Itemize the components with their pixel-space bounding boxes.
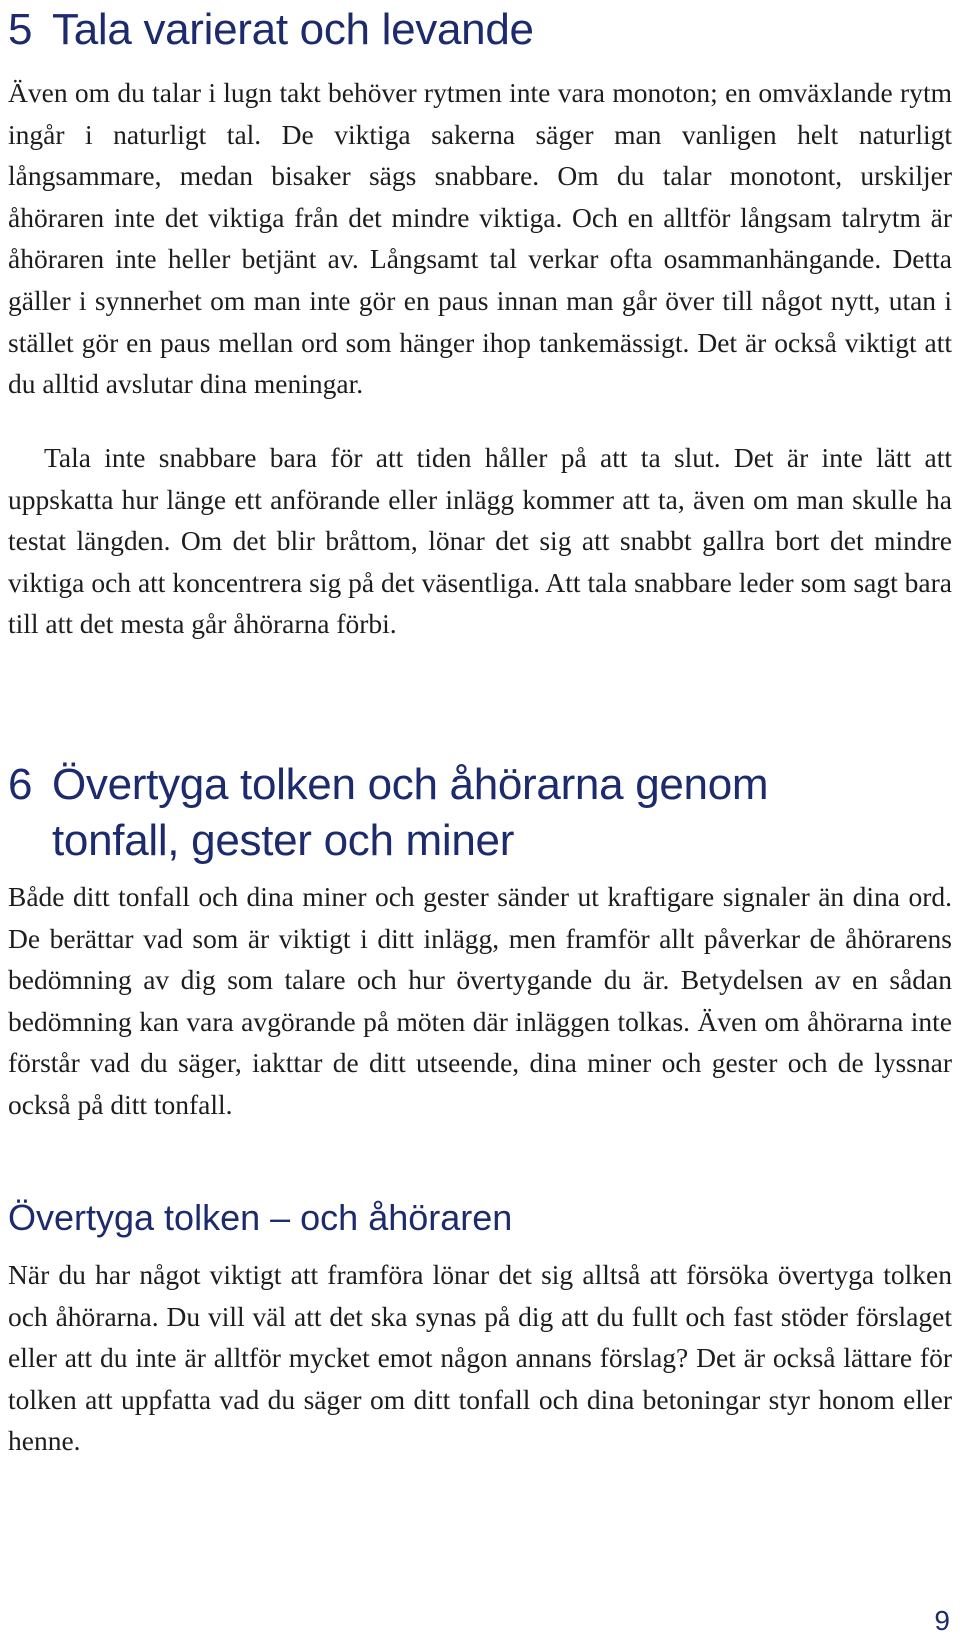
section-6-paragraph: Både ditt tonfall och dina miner och gester sänder ut kraftigare signaler än dina ord. De berättar vad som är viktigt i ditt inlägg, men framför allt påverkar de åhörarens bedömning av dig som talare och hur övertygande du är. Betydelsen av en sådan bedömning kan vara avgörande på möten där inläggen tolkas. Även om åhörarna inte förstår vad du säger, iakttar de ditt utseende, dina miner och gester och de lyssnar också på ditt tonfall. <box>8 881 952 1120</box>
section-5-heading <box>8 2 534 58</box>
section-6-title-line-1: Övertyga tolken och åhörarna genom <box>52 760 769 809</box>
section-5-paragraph-1: Även om du talar i lugn takt behöver rytmen inte vara monoton; en omväxlande rytm ingår i naturligt tal. De viktiga sakerna säger man vanligen helt naturligt långsammare, medan bisaker sägs snabbare. Om du talar monotont, urskiljer åhöraren inte det viktiga från det mindre viktiga. Och en alltför långsam talrytm är åhöraren inte heller betjänt av. Långsamt tal verkar ofta osammanhängande. Detta gäller i synnerhet om man inte gör en paus innan man går över till något nytt, utan i stället gör en paus mellan ord som hänger ihop tankemässigt. Det är också viktigt att du alltid avslutar dina meningar. <box>8 77 952 400</box>
subsection-paragraph: När du har något viktigt att framföra lönar det sig alltså att försöka övertyga tolken och åhörarna. Du vill väl att det ska synas på dig att du fullt och fast stöder förslaget eller att du inte är alltför mycket emot någon annans förslag? Det är också lättare för tolken att uppfatta vad du säger om ditt tonfall och dina betoningar styr honom eller henne. <box>8 1259 952 1457</box>
page-number: 9 <box>934 1605 950 1636</box>
section-6-title-line-2: tonfall, gester och miner <box>52 816 515 865</box>
section-6-number: 6 <box>8 760 33 809</box>
section-5-number: 5 <box>8 5 33 54</box>
section-5-paragraph-2: Tala inte snabbare bara för att tiden håller på att ta slut. Det är inte lätt att uppskatta hur länge ett anförande eller inlägg kommer att ta, även om man skulle ha testat längden. Om det blir bråttom, lönar det sig att snabbt gallra bort det mindre viktiga och att koncentrera sig på det väsentliga. Att tala snabbare leder som sagt bara till att det mesta går åhörarna förbi. <box>8 442 952 640</box>
subsection-heading: Övertyga tolken – och åhöraren <box>8 1197 513 1238</box>
section-5-title: Tala varierat och levande <box>52 5 534 54</box>
section-6-heading <box>8 757 768 869</box>
